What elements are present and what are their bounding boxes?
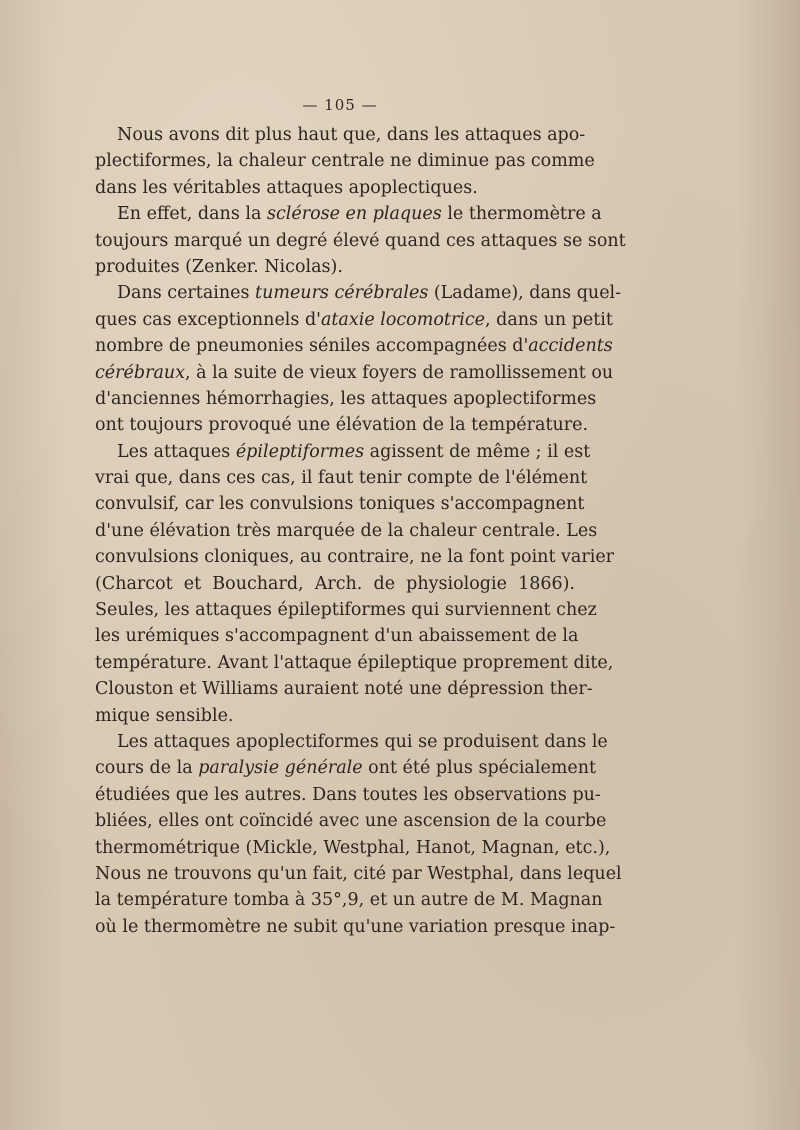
- text-line: [95, 228, 626, 254]
- text-line: [95, 280, 622, 306]
- text-line: [95, 597, 597, 623]
- paragraph: [95, 729, 622, 940]
- text-line: [95, 491, 585, 517]
- body-text: [95, 122, 626, 940]
- text-run: , dans un petit: [485, 309, 613, 330]
- text-run: dans les véritables attaques apoplectiques.: [95, 177, 478, 198]
- text-run: (Ladame), dans quel-: [428, 283, 622, 304]
- text-line: [95, 307, 613, 333]
- text-run: Dans certaines: [117, 283, 256, 304]
- text-run: produites (Zenker. Nicolas).: [95, 256, 343, 277]
- text-run: où le thermomètre ne subit qu'une variation presque inap-: [95, 916, 616, 937]
- italic-term: paralysie générale: [198, 758, 363, 779]
- text-run: mique sensible.: [95, 705, 234, 726]
- text-run: plectiformes, la chaleur centrale ne diminue pas comme: [95, 151, 595, 172]
- text-run: cours de la: [95, 758, 199, 779]
- text-run: bliées, elles ont coïncidé avec une ascension de la courbe: [95, 811, 607, 832]
- text-line: [95, 914, 616, 940]
- text-run: ont toujours provoqué une élévation de la température.: [95, 415, 589, 436]
- italic-term: cérébraux: [95, 362, 186, 383]
- text-line: [95, 439, 591, 465]
- text-line: [95, 254, 575, 280]
- text-line: [95, 175, 575, 201]
- text-line: [95, 465, 588, 491]
- text-run: thermométrique (Mickle, Westphal, Hanot, Magnan, etc.),: [95, 837, 611, 858]
- text-run: Clouston et Williams auraient noté une dépression ther-: [95, 679, 593, 700]
- text-line: [95, 861, 622, 887]
- text-line: [95, 676, 593, 702]
- text-line: [95, 148, 595, 174]
- text-line: [95, 835, 611, 861]
- text-run: , à la suite de vieux foyers de ramollissement ou: [185, 362, 614, 383]
- text-run: ont été plus spécialement: [362, 758, 597, 779]
- text-line: [95, 703, 575, 729]
- paragraph: [95, 280, 622, 438]
- text-line: [95, 808, 607, 834]
- text-run: toujours marqué un degré élevé quand ces attaques se sont: [95, 230, 626, 251]
- text-run: vrai que, dans ces cas, il faut tenir compte de l'élément: [95, 468, 588, 489]
- text-line: [95, 623, 579, 649]
- text-run: Nous ne trouvons qu'un fait, cité par Westphal, dans lequel: [95, 863, 622, 884]
- text-line: [95, 650, 614, 676]
- text-run: Seules, les attaques épileptiformes qui surviennent chez: [95, 600, 597, 621]
- text-run: température. Avant l'attaque épileptique proprement dite,: [95, 652, 614, 673]
- italic-term: ataxie locomotrice: [320, 309, 486, 330]
- text-line: [95, 412, 589, 438]
- italic-term: tumeurs cérébrales: [255, 283, 429, 304]
- text-run: Les attaques apoplectiformes qui se produisent dans le: [117, 731, 608, 752]
- paragraph: [95, 439, 615, 729]
- text-line: [95, 518, 598, 544]
- text-line: [95, 360, 614, 386]
- paragraph: [95, 201, 626, 280]
- text-run: Nous avons dit plus haut que, dans les attaques apo-: [117, 125, 586, 145]
- text-line: [95, 386, 597, 412]
- page-number: — 105 —: [302, 96, 378, 114]
- text-run: étudiées que les autres. Dans toutes les observations pu-: [95, 784, 601, 805]
- italic-term: accidents: [528, 336, 613, 357]
- text-line: [95, 544, 615, 570]
- text-run: convulsions cloniques, au contraire, ne la font point varier: [95, 547, 615, 568]
- text-run: les urémiques s'accompagnent d'un abaissement de la: [95, 626, 579, 647]
- text-run: convulsif, car les convulsions toniques s'accompagnent: [95, 494, 585, 515]
- text-line: [95, 887, 603, 913]
- text-run: ques cas exceptionnels d': [95, 309, 321, 330]
- text-line: [95, 201, 602, 227]
- text-run: agissent de même ; il est: [364, 441, 591, 462]
- text-run: le thermomètre a: [441, 204, 602, 225]
- text-run: la température tomba à 35°,9, et un autre de M. Magnan: [95, 890, 603, 911]
- paragraph: [95, 122, 595, 201]
- text-run: d'une élévation très marquée de la chaleur centrale. Les: [95, 520, 598, 541]
- text-line: [95, 122, 586, 148]
- italic-term: sclérose en plaques: [266, 204, 442, 225]
- text-run: d'anciennes hémorrhagies, les attaques apoplectiformes: [95, 388, 597, 409]
- text-run: Les attaques: [117, 441, 236, 462]
- text-line: [95, 755, 597, 781]
- text-run: nombre de pneumonies séniles accompagnées d': [95, 336, 529, 357]
- text-line: [95, 729, 608, 755]
- text-run: En effet, dans la: [117, 204, 267, 225]
- text-line: [95, 571, 575, 597]
- text-line: [95, 333, 613, 359]
- italic-term: épileptiformes: [235, 441, 365, 462]
- text-run: (Charcot et Bouchard, Arch. de physiologie 1866).: [95, 573, 575, 594]
- text-line: [95, 782, 601, 808]
